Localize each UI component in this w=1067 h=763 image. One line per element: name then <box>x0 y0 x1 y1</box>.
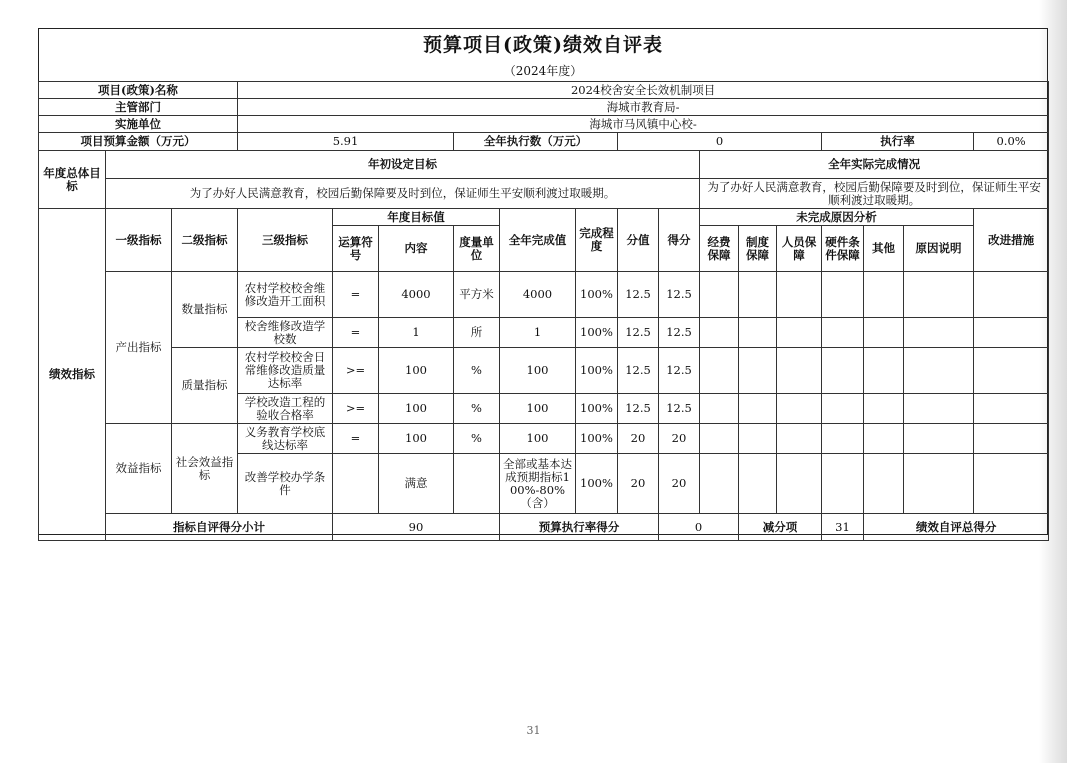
annual-goal-label: 年度总体目标 <box>39 151 106 209</box>
score-cell: 20 <box>659 454 700 514</box>
actual-status-text: 为了办好人民满意教育，校园后勤保障要及时到位，保证师生平安顺利渡过取暖期。 <box>700 179 1049 209</box>
dept-value: 海城市教育局- <box>238 99 1049 116</box>
level3-cell: 农村学校校舍维修改造开工面积 <box>238 272 333 318</box>
degree-cell: 100% <box>576 318 618 348</box>
year-label: （2024年度） <box>503 64 583 78</box>
table-row <box>39 348 1049 394</box>
impl-row <box>39 116 1049 133</box>
project-name-row <box>39 82 1049 99</box>
value-cell: 20 <box>618 454 659 514</box>
level3-header: 三级指标 <box>238 209 333 272</box>
unit-cell <box>454 454 500 514</box>
impl-label: 实施单位 <box>39 116 238 133</box>
quantity-indicator: 数量指标 <box>172 272 238 348</box>
op-cell: >= <box>333 348 379 394</box>
score-cell: 12.5 <box>659 272 700 318</box>
op-cell: = <box>333 424 379 454</box>
reason-fund-header: 经费保障 <box>700 226 739 272</box>
actual-status-label: 全年实际完成情况 <box>700 151 1049 179</box>
content-cell: 1 <box>379 318 454 348</box>
actual-cell: 100 <box>500 424 576 454</box>
unit-cell: 平方米 <box>454 272 500 318</box>
level3-cell: 农村学校校舍日常维修改造质量达标率 <box>238 348 333 394</box>
content-cell: 100 <box>379 394 454 424</box>
reason-other-header: 其他 <box>864 226 904 272</box>
budget-label: 项目预算金额（万元） <box>39 133 238 151</box>
content-cell: 100 <box>379 348 454 394</box>
page-title: 预算项目(政策)绩效自评表 <box>423 34 663 56</box>
degree-cell: 100% <box>576 272 618 318</box>
goals-header-row <box>39 151 1049 179</box>
subtotal-label: 指标自评得分小计 <box>106 514 333 541</box>
content-cell: 满意 <box>379 454 454 514</box>
reason-hardware-header: 硬件条件保障 <box>822 226 864 272</box>
rate-value: 0.0% <box>974 133 1049 151</box>
full-year-header: 全年完成值 <box>500 209 576 272</box>
project-name-value: 2024校舍安全长效机制项目 <box>238 82 1049 99</box>
dept-label: 主管部门 <box>39 99 238 116</box>
goals-text-row <box>39 179 1049 209</box>
content-cell: 100 <box>379 424 454 454</box>
degree-cell: 100% <box>576 424 618 454</box>
level2-header: 二级指标 <box>172 209 238 272</box>
content-cell: 4000 <box>379 272 454 318</box>
actual-cell: 100 <box>500 394 576 424</box>
actual-cell: 100 <box>500 348 576 394</box>
annual-target-header: 年度目标值 <box>333 209 500 226</box>
evaluation-sheet <box>38 28 1048 535</box>
table-row <box>39 272 1049 318</box>
deduct-value: 31 <box>822 514 864 541</box>
page-number: 31 <box>526 724 541 737</box>
op-cell: = <box>333 318 379 348</box>
reason-header: 未完成原因分析 <box>700 209 974 226</box>
actual-cell: 1 <box>500 318 576 348</box>
degree-header: 完成程度 <box>576 209 618 272</box>
unit-cell: 所 <box>454 318 500 348</box>
value-cell: 12.5 <box>618 348 659 394</box>
evaluation-table <box>38 81 1049 541</box>
benefit-indicator: 效益指标 <box>106 424 172 514</box>
subtotal-value: 90 <box>333 514 500 541</box>
impl-value: 海城市马风镇中心校- <box>238 116 1049 133</box>
value-cell: 12.5 <box>618 318 659 348</box>
indicator-header-row-1 <box>39 209 1049 226</box>
social-benefit-indicator: 社会效益指标 <box>172 424 238 514</box>
actual-cell: 全部或基本达成预期指标100%-80%（含） <box>500 454 576 514</box>
op-cell: = <box>333 272 379 318</box>
reason-explain-header: 原因说明 <box>904 226 974 272</box>
dept-row <box>39 99 1049 116</box>
level3-cell: 义务教育学校底线达标率 <box>238 424 333 454</box>
op-header: 运算符号 <box>333 226 379 272</box>
value-cell: 12.5 <box>618 394 659 424</box>
value-cell: 12.5 <box>618 272 659 318</box>
perf-indicators-label: 绩效指标 <box>39 209 106 541</box>
score-cell: 12.5 <box>659 318 700 348</box>
degree-cell: 100% <box>576 394 618 424</box>
value-cell: 20 <box>618 424 659 454</box>
project-name-label: 项目(政策)名称 <box>39 82 238 99</box>
score-cell: 20 <box>659 424 700 454</box>
op-cell: >= <box>333 394 379 424</box>
exec-score-value: 0 <box>659 514 739 541</box>
exec-label: 全年执行数（万元） <box>454 133 618 151</box>
reason-system-header: 制度保障 <box>739 226 777 272</box>
exec-value: 0 <box>618 133 822 151</box>
rate-label: 执行率 <box>822 133 974 151</box>
unit-cell: % <box>454 394 500 424</box>
level1-header: 一级指标 <box>106 209 172 272</box>
degree-cell: 100% <box>576 348 618 394</box>
score-cell: 12.5 <box>659 394 700 424</box>
output-indicator: 产出指标 <box>106 272 172 424</box>
table-row <box>39 424 1049 454</box>
score-cell: 12.5 <box>659 348 700 394</box>
unit-header: 度量单位 <box>454 226 500 272</box>
exec-score-label: 预算执行率得分 <box>500 514 659 541</box>
unit-cell: % <box>454 424 500 454</box>
actual-cell: 4000 <box>500 272 576 318</box>
initial-goal-text: 为了办好人民满意教育，校园后勤保障要及时到位，保证师生平安顺利渡过取暖期。 <box>106 179 700 209</box>
level3-cell: 校舍维修改造学校数 <box>238 318 333 348</box>
level3-cell: 改善学校办学条件 <box>238 454 333 514</box>
level3-cell: 学校改造工程的验收合格率 <box>238 394 333 424</box>
score-value-header: 分值 <box>618 209 659 272</box>
budget-row <box>39 133 1049 151</box>
score-header: 得分 <box>659 209 700 272</box>
deduct-label: 减分项 <box>739 514 822 541</box>
degree-cell: 100% <box>576 454 618 514</box>
op-cell <box>333 454 379 514</box>
reason-staff-header: 人员保障 <box>777 226 822 272</box>
initial-goal-label: 年初设定目标 <box>106 151 700 179</box>
total-score-label: 绩效自评总得分 <box>864 514 1049 541</box>
measures-header: 改进措施 <box>974 209 1049 272</box>
budget-value: 5.91 <box>238 133 454 151</box>
unit-cell: % <box>454 348 500 394</box>
summary-row <box>39 514 1049 541</box>
quality-indicator: 质量指标 <box>172 348 238 424</box>
content-header: 内容 <box>379 226 454 272</box>
